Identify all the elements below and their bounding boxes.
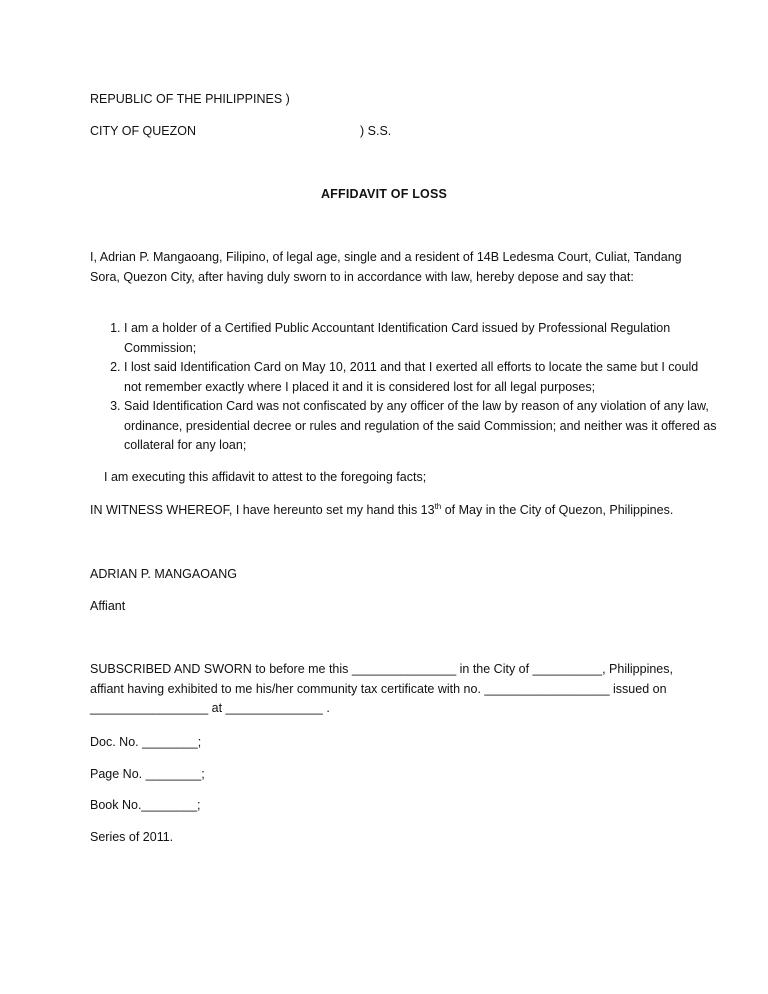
subscribed-paragraph: SUBSCRIBED AND SWORN to before me this _______________ in the City of __________, Philippines, affiant having exhibited to me his/her community tax certificate with no. __________________ issued on _________________ at ______________ .	[90, 662, 673, 715]
executing-line: I am executing this affidavit to attest to the foregoing facts;	[104, 470, 427, 484]
ss-mark: ) S.S.	[360, 124, 392, 138]
affiant-name: ADRIAN P. MANGAOANG	[90, 567, 238, 581]
statement-item-1: 1. I am a holder of a Certified Public Accountant Identification Card issued by Professional Regulation Commission;	[124, 319, 718, 358]
affiant-label: Affiant	[90, 599, 126, 613]
document-title: AFFIDAVIT OF LOSS	[320, 187, 448, 201]
series-line: Series of 2011.	[90, 830, 174, 844]
page-number-line: Page No. ________;	[90, 767, 205, 781]
book-number-line: Book No.________;	[90, 798, 201, 812]
witness-text-before: IN WITNESS WHEREOF, I have hereunto set my hand this 13	[90, 503, 435, 517]
statement-item-3: 3. Said Identification Card was not confiscated by any officer of the law by reason of any violation of any law, ordinance, presidential decree or rules and regulation of the said Commission; and neither was it offered as collateral for any loan;	[124, 397, 718, 456]
city-label: CITY OF QUEZON	[90, 124, 197, 138]
doc-number-line: Doc. No. ________;	[90, 735, 202, 749]
statement-list	[96, 319, 718, 456]
witness-ordinal-suffix: th	[434, 501, 442, 511]
republic-line: REPUBLIC OF THE PHILIPPINES )	[90, 92, 290, 106]
witness-line	[90, 502, 673, 518]
statement-item-2: 2. I lost said Identification Card on May 10, 2011 and that I exerted all efforts to locate the same but I could not remember exactly where I placed it and it is considered lost for all legal purposes;	[124, 358, 718, 397]
witness-text-after: of May in the City of Quezon, Philippines.	[441, 503, 674, 517]
intro-paragraph: I, Adrian P. Mangaoang, Filipino, of legal age, single and a resident of 14B Ledesma Court, Culiat, Tandang Sora, Quezon City, after having duly sworn to in accordance with law, hereby depose and say that:	[90, 250, 682, 284]
city-line	[90, 123, 392, 139]
